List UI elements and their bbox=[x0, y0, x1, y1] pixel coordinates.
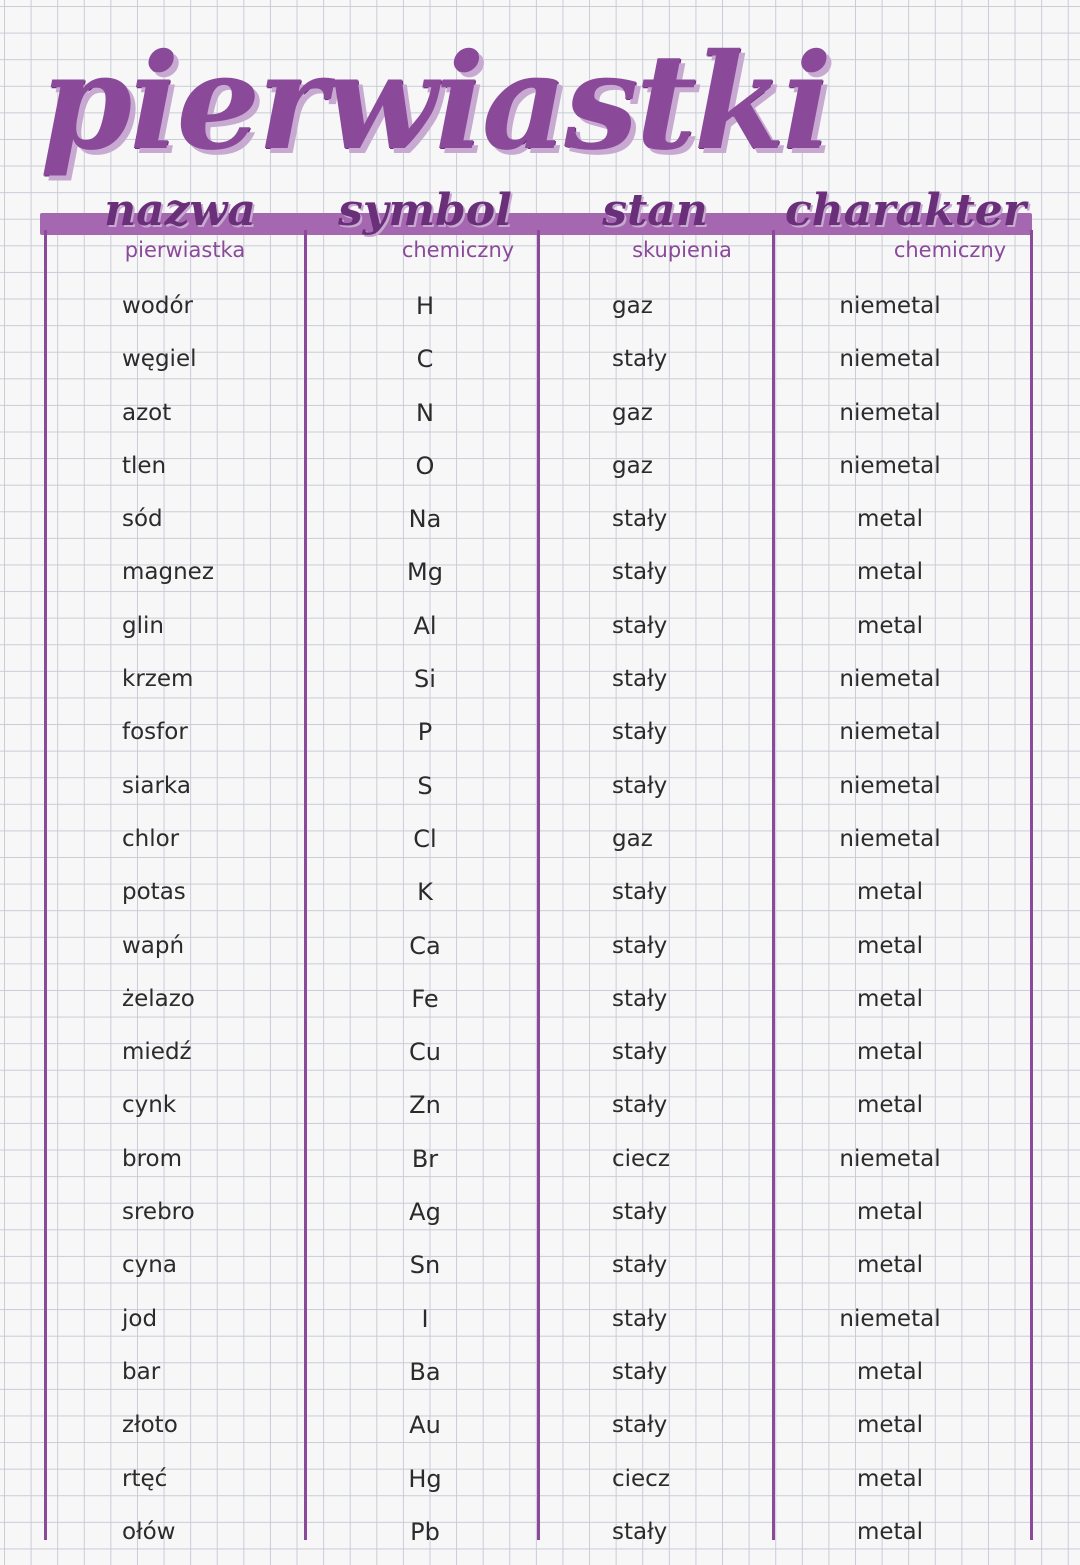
element-name: złoto bbox=[122, 1412, 178, 1439]
element-name: azot bbox=[122, 399, 172, 426]
element-symbol: Na bbox=[408, 505, 442, 534]
element-symbol: Ag bbox=[409, 1198, 441, 1227]
element-state: stały bbox=[612, 666, 668, 693]
element-name: siarka bbox=[122, 772, 191, 799]
element-symbol: N bbox=[416, 398, 434, 427]
element-state: stały bbox=[612, 506, 668, 533]
element-name: rtęć bbox=[122, 1465, 168, 1492]
element-symbol: Ca bbox=[409, 931, 441, 960]
element-character: niemetal bbox=[839, 772, 941, 799]
table-row bbox=[0, 440, 1080, 493]
table-row bbox=[0, 1133, 1080, 1186]
element-name: glin bbox=[122, 612, 164, 639]
element-symbol: Si bbox=[414, 665, 436, 694]
element-name: tlen bbox=[122, 452, 167, 479]
element-state: stały bbox=[612, 1199, 668, 1226]
table-row bbox=[0, 333, 1080, 386]
element-state: ciecz bbox=[612, 1465, 670, 1492]
element-character: metal bbox=[856, 1252, 924, 1279]
table-row bbox=[0, 387, 1080, 440]
element-name: krzem bbox=[122, 666, 194, 693]
element-character: metal bbox=[856, 1358, 924, 1385]
table-row bbox=[0, 866, 1080, 919]
element-state: gaz bbox=[612, 293, 653, 319]
table-row bbox=[0, 1026, 1080, 1079]
table-row bbox=[0, 280, 1080, 333]
element-character: niemetal bbox=[839, 825, 941, 852]
column-subheading-name: pierwiastka bbox=[124, 238, 246, 262]
element-character: metal bbox=[856, 985, 924, 1012]
element-state: stały bbox=[612, 1305, 668, 1332]
element-state: stały bbox=[612, 559, 668, 586]
element-name: wodór bbox=[122, 293, 194, 319]
element-name: potas bbox=[122, 879, 186, 906]
element-symbol: Cl bbox=[413, 824, 437, 853]
element-symbol: H bbox=[415, 292, 435, 320]
table-row bbox=[0, 813, 1080, 866]
element-symbol: S bbox=[417, 771, 433, 800]
element-character: metal bbox=[856, 506, 924, 533]
element-symbol: Sn bbox=[409, 1251, 441, 1280]
element-state: stały bbox=[612, 346, 668, 373]
element-state: gaz bbox=[612, 825, 653, 852]
table-row bbox=[0, 920, 1080, 973]
element-state: stały bbox=[612, 879, 668, 906]
element-name: chlor bbox=[122, 825, 180, 852]
element-state: stały bbox=[612, 1252, 668, 1279]
element-character: metal bbox=[856, 1199, 924, 1226]
element-symbol: Zn bbox=[409, 1091, 441, 1120]
element-name: wapń bbox=[122, 932, 185, 959]
column-heading-character: charakter bbox=[785, 185, 1026, 236]
element-name: ołów bbox=[122, 1518, 176, 1545]
element-state: gaz bbox=[612, 452, 653, 479]
table-row bbox=[0, 1079, 1080, 1132]
element-symbol: Mg bbox=[407, 558, 443, 587]
element-name: sód bbox=[122, 506, 163, 533]
element-symbol: Al bbox=[413, 611, 437, 640]
element-character: metal bbox=[856, 1518, 924, 1545]
element-state: stały bbox=[612, 1412, 668, 1439]
element-symbol: O bbox=[415, 451, 435, 480]
element-symbol: P bbox=[417, 718, 433, 747]
column-heading-name: nazwa bbox=[104, 185, 256, 236]
element-name: srebro bbox=[122, 1199, 195, 1226]
element-character: niemetal bbox=[839, 666, 941, 693]
table-row bbox=[0, 600, 1080, 653]
element-state: ciecz bbox=[612, 1145, 670, 1172]
element-symbol: I bbox=[421, 1304, 429, 1333]
element-character: metal bbox=[856, 1039, 924, 1066]
element-character: niemetal bbox=[839, 452, 941, 479]
table-row bbox=[0, 973, 1080, 1026]
element-name: cyna bbox=[122, 1252, 177, 1279]
column-heading-symbol: symbol bbox=[338, 185, 512, 236]
element-state: stały bbox=[612, 1518, 668, 1545]
element-symbol: Ba bbox=[409, 1357, 441, 1386]
element-state: stały bbox=[612, 1358, 668, 1385]
table-row bbox=[0, 1346, 1080, 1399]
element-state: stały bbox=[612, 719, 668, 746]
element-symbol: Pb bbox=[410, 1517, 440, 1546]
element-character: niemetal bbox=[839, 346, 941, 373]
element-symbol: Fe bbox=[411, 984, 439, 1013]
element-state: stały bbox=[612, 772, 668, 799]
element-state: stały bbox=[612, 1039, 668, 1066]
element-symbol: Cu bbox=[409, 1038, 441, 1067]
table-row bbox=[0, 1453, 1080, 1506]
element-symbol: Hg bbox=[408, 1464, 442, 1493]
element-symbol: Au bbox=[409, 1411, 441, 1440]
element-name: żelazo bbox=[122, 985, 195, 1012]
element-name: węgiel bbox=[122, 346, 197, 373]
element-name: brom bbox=[122, 1145, 183, 1172]
elements-table bbox=[0, 280, 1080, 1559]
element-character: metal bbox=[856, 932, 924, 959]
element-symbol: K bbox=[417, 878, 433, 907]
element-character: metal bbox=[856, 612, 924, 639]
element-state: stały bbox=[612, 985, 668, 1012]
element-symbol: C bbox=[416, 345, 434, 374]
column-subheading-symbol: chemiczny bbox=[401, 238, 515, 262]
table-row bbox=[0, 653, 1080, 706]
element-character: metal bbox=[856, 1412, 924, 1439]
element-name: bar bbox=[122, 1358, 161, 1385]
page-title: pierwiastki bbox=[40, 25, 830, 180]
table-row bbox=[0, 706, 1080, 759]
element-character: metal bbox=[856, 1465, 924, 1492]
column-subheading-state: skupienia bbox=[632, 238, 732, 262]
element-state: stały bbox=[612, 1092, 668, 1119]
element-character: metal bbox=[856, 559, 924, 586]
element-character: niemetal bbox=[839, 1305, 941, 1332]
element-character: metal bbox=[856, 1092, 924, 1119]
element-state: gaz bbox=[612, 399, 653, 426]
table-row bbox=[0, 493, 1080, 546]
element-name: fosfor bbox=[122, 719, 188, 746]
element-name: jod bbox=[122, 1305, 158, 1332]
element-name: magnez bbox=[122, 559, 214, 586]
element-state: stały bbox=[612, 612, 668, 639]
table-row bbox=[0, 1239, 1080, 1292]
element-character: niemetal bbox=[839, 1145, 941, 1172]
table-row bbox=[0, 1186, 1080, 1239]
element-character: niemetal bbox=[839, 293, 941, 319]
element-state: stały bbox=[612, 932, 668, 959]
element-character: niemetal bbox=[839, 719, 941, 746]
table-row bbox=[0, 1506, 1080, 1559]
table-row bbox=[0, 760, 1080, 813]
element-name: miedź bbox=[122, 1039, 192, 1066]
table-row bbox=[0, 546, 1080, 599]
column-subheading-character: chemiczny bbox=[893, 238, 1007, 262]
table-row bbox=[0, 1293, 1080, 1346]
element-character: metal bbox=[856, 879, 924, 906]
table-row bbox=[0, 1399, 1080, 1452]
element-symbol: Br bbox=[411, 1144, 439, 1173]
column-heading-state: stan bbox=[602, 185, 708, 236]
element-name: cynk bbox=[122, 1092, 177, 1119]
element-character: niemetal bbox=[839, 399, 941, 426]
